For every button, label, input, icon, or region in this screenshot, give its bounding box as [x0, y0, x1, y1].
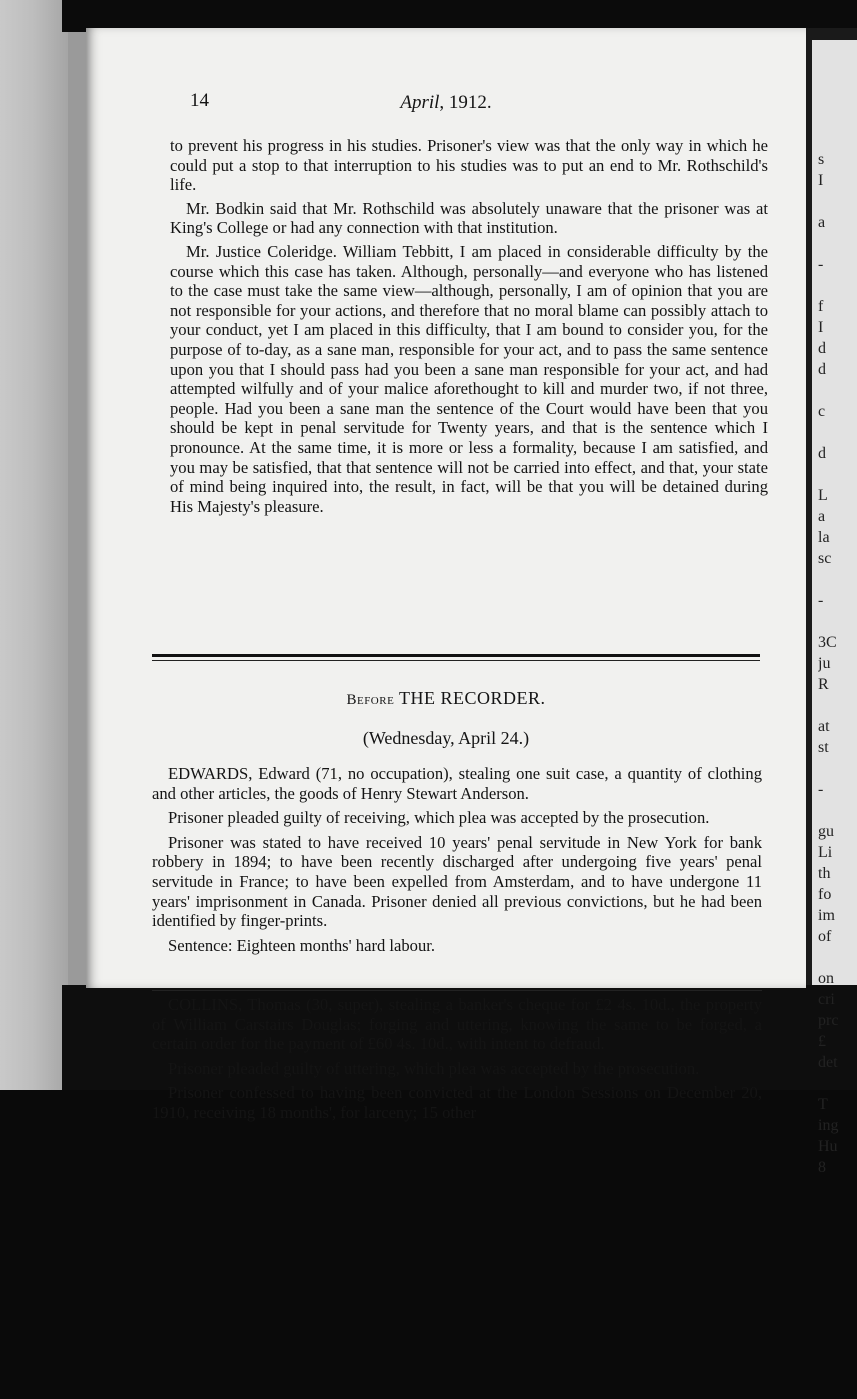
facing-page-fragment: a — [818, 214, 826, 231]
facing-page-fragment: det — [818, 1054, 838, 1071]
running-head: April, 1912. — [400, 92, 492, 113]
paragraph: Prisoner pleaded guilty of receiving, which plea was accepted by the prosecution. — [168, 808, 710, 828]
facing-page-fragment: st — [818, 739, 829, 756]
facing-page-fragment — [818, 948, 857, 969]
paragraph: Mr. Bodkin said that Mr. Rothschild was absolutely unaware that the prisoner was at King's College or had any connection with that institution. — [170, 198, 768, 238]
facing-page-fragment — [818, 696, 857, 717]
facing-page-fragment: 3C — [818, 634, 837, 651]
facing-page-fragment — [818, 801, 857, 822]
paragraph: Mr. Justice Coleridge. William Tebbitt, I am placed in considerable difficulty by the course which this case has taken. Although, personally—and everyone who has listened to the case must take the same view—although, personally, I am of opinion that you are not responsible for your actions, and therefore that no moral blame can possibly attach to your conduct, yet I am placed in this difficulty, that I am bound to consider you, for the purpose of to-day, as a sane man, responsible for your act, and to pass the same sentence upon you that I should pass had you been a sane man responsible for your act, and had attempted wilfully and of your malice aforethought to kill and murder two, if not three, people. Had you been a sane man the sentence of the Court would have been that you should be kept in penal servitude for Twenty years, and that is the sentence which I pronounce. At the same time, it is more or less a formality, because I am satisfied, and you may be satisfied, that that sentence will not be carried into effect, and that, your state of mind being inquired into, the result, in fact, will be that you will be detained during His Majesty's pleasure. — [170, 241, 768, 516]
facing-page-fragment — [818, 759, 857, 780]
case-opening — [152, 764, 762, 803]
sentence-line: Sentence: Eighteen months' hard labour. — [168, 935, 436, 955]
scan-background-bottom — [0, 1090, 857, 1399]
facing-page-fragment — [818, 234, 857, 255]
facing-page-fragment: £ — [818, 1033, 826, 1050]
case-divider — [152, 990, 762, 991]
facing-page-fragment: cri — [818, 991, 835, 1008]
charge-text: , Edward (71, no occupation), stealing one suit case, a quantity of clothing and other articles, the goods of Henry Stewart Anderson. — [152, 764, 762, 803]
page-number: 14 — [190, 90, 209, 111]
facing-page-fragment: Hu — [818, 1138, 838, 1155]
section-heading — [86, 688, 806, 709]
facing-page-fragment: - — [818, 781, 824, 798]
facing-page-fragment: on — [818, 970, 834, 987]
facing-page-fragment: L — [818, 487, 828, 504]
case-opening — [152, 995, 762, 1054]
section-date: (Wednesday, April 24.) — [362, 728, 530, 748]
facing-page-fragment: ing — [818, 1117, 839, 1134]
tebbitt-case-text — [170, 136, 768, 516]
facing-page-fragment — [818, 423, 857, 444]
paragraph: Prisoner pleaded guilty of uttering, which plea was accepted by the prosecution. — [168, 1058, 700, 1078]
facing-page-fragment: a — [818, 508, 826, 525]
facing-page-fragment: sc — [818, 550, 832, 567]
facing-page-fragment — [818, 570, 857, 591]
facing-page-fragment: - — [818, 256, 824, 273]
facing-page-fragment: 8 — [818, 1159, 826, 1176]
facing-page-fragment — [818, 612, 857, 633]
facing-page-fragment — [818, 1074, 857, 1095]
facing-page-fragment: fo — [818, 886, 832, 903]
section-divider-thin — [152, 660, 760, 661]
edwards-case-text — [152, 764, 762, 955]
facing-page-fragment: T — [818, 1096, 828, 1113]
facing-page-fragment: s — [818, 151, 825, 168]
running-head-month: April — [400, 92, 440, 113]
facing-page-fragment: im — [818, 907, 835, 924]
facing-page-fragment: Li — [818, 844, 833, 861]
facing-page-fragment: I — [818, 319, 824, 336]
facing-page-fragment: d — [818, 445, 826, 462]
facing-page-fragment: R — [818, 676, 829, 693]
facing-page-fragment: th — [818, 865, 831, 882]
facing-page-fragment: - — [818, 592, 824, 609]
facing-page-fragment: f — [818, 298, 824, 315]
facing-page-fragment: at — [818, 718, 830, 735]
facing-page-fragment: I — [818, 172, 824, 189]
paragraph: Prisoner confessed to having been convicted at the London Sessions on December 20, 1910, receiving 18 months', for larceny; 15 other — [152, 1083, 762, 1122]
facing-page-fragment: la — [818, 529, 830, 546]
book-page — [86, 28, 806, 1122]
facing-page-fragment: d — [818, 361, 826, 378]
facing-page-fragment — [818, 276, 857, 297]
facing-page-fragment — [818, 465, 857, 486]
facing-page-fragment: d — [818, 340, 826, 357]
defendant-name: EDWARDS — [168, 764, 249, 783]
section-divider-thick — [152, 654, 760, 657]
running-head-year: 1912. — [448, 92, 492, 113]
facing-page-fragment: prc — [818, 1012, 839, 1029]
facing-page-fragment: gu — [818, 823, 834, 840]
paragraph: to prevent his progress in his studies. Prisoner's view was that the only way in which he could put a stop to that interruption to his studies was to put an end to Mr. Rothschild's life. — [170, 136, 768, 195]
charge-text: , Thomas (30, super), stealing a banker's cheque for £2 4s. 10d., the property of William Carstairs Douglas; forging and uttering, knowing the same to be forged, a certain order for the payment of £60 4s. 10d., with intent to defraud. — [152, 995, 762, 1054]
section-heading-before: Before — [346, 692, 395, 708]
facing-page-fragment — [818, 192, 857, 213]
defendant-name: COLLINS — [168, 995, 239, 1014]
facing-page-fragments — [818, 150, 857, 1179]
facing-page-fragment: ju — [818, 655, 831, 672]
collins-case-text — [152, 995, 762, 1123]
facing-page-fragment — [818, 381, 857, 402]
section-heading-title: THE RECORDER. — [399, 688, 546, 708]
paragraph: Prisoner was stated to have received 10 years' penal servitude in New York for bank robbery in 1894; to have been recently discharged after undergoing five years' penal servitude in France; to have been expelled from Amsterdam, and to have undergone 11 years' imprisonment in Canada. Prisoner denied all previous convictions, but he had been identified by finger-prints. — [152, 832, 762, 931]
facing-page-fragment: c — [818, 403, 826, 420]
facing-page-fragment: of — [818, 928, 832, 945]
